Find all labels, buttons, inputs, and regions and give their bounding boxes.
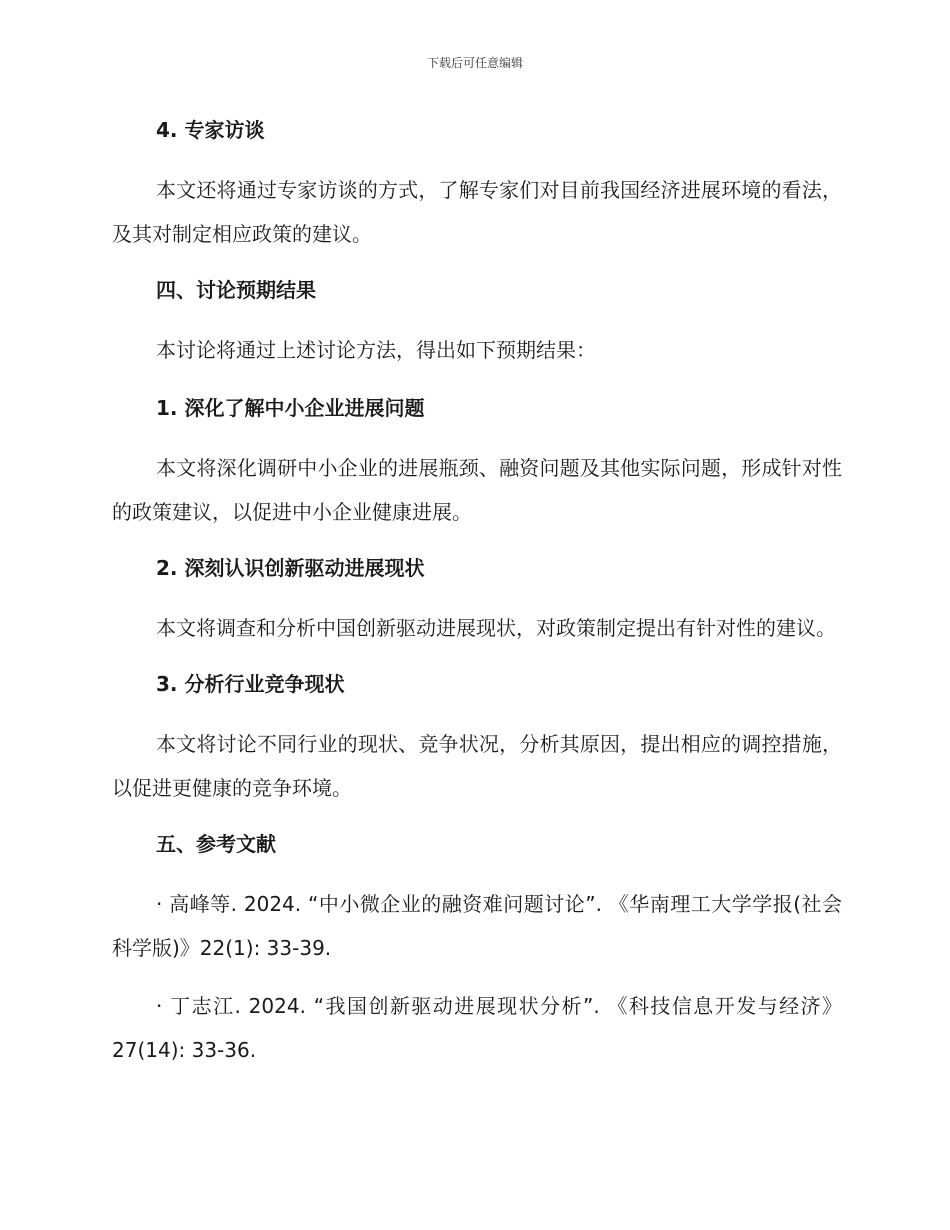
section-heading-expected-results: 四、讨论预期结果 [156, 278, 316, 302]
subheading-result-2: 2. 深刻认识创新驱动进展现状 [156, 556, 425, 580]
paragraph-expected-results-intro: 本讨论将通过上述讨论方法，得出如下预期结果： [156, 338, 596, 362]
subheading-result-1: 1. 深化了解中小企业进展问题 [156, 396, 425, 420]
document-body [112, 110, 842, 1086]
header-note: 下载后可任意编辑 [426, 56, 523, 70]
section-heading-expert-interview: 4. 专家访谈 [156, 118, 265, 142]
paragraph-result-1: 本文将深化调研中小企业的进展瓶颈、融资问题及其他实际问题，形成针对性的政策建议，以促进中小企业健康进展。 [112, 456, 842, 524]
subheading-result-3: 3. 分析行业竞争现状 [156, 672, 345, 696]
reference-item-2: · 丁志江. 2024. “我国创新驱动进展现状分析”. 《科技信息开发与经济》27(14): 33-36. [112, 994, 842, 1062]
paragraph-expert-interview: 本文还将通过专家访谈的方式，了解专家们对目前我国经济进展环境的看法，及其对制定相应政策的建议。 [112, 178, 842, 246]
reference-item-1: · 高峰等. 2024. “中小微企业的融资难问题讨论”. 《华南理工大学学报(社会科学版)》22(1): 33-39. [112, 892, 842, 960]
paragraph-result-3: 本文将讨论不同行业的现状、竞争状况，分析其原因，提出相应的调控措施，以促进更健康的竞争环境。 [112, 732, 842, 800]
section-heading-references: 五、参考文献 [156, 832, 276, 856]
paragraph-result-2: 本文将调查和分析中国创新驱动进展现状，对政策制定提出有针对性的建议。 [156, 616, 836, 640]
